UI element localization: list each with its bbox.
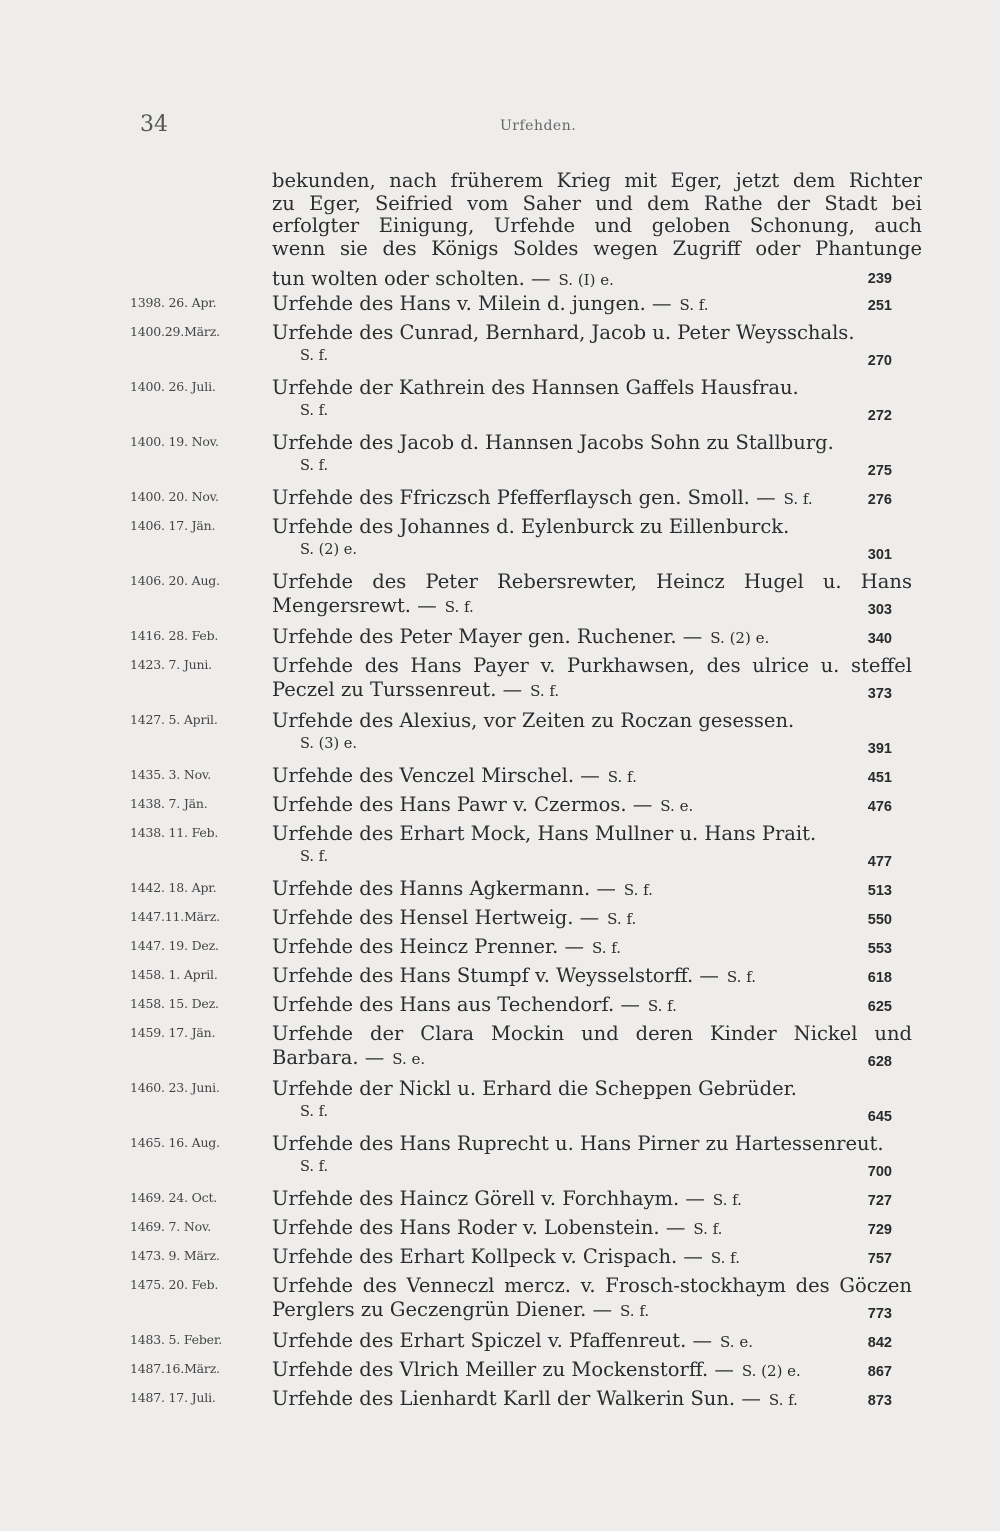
entry-signature: S. f. [783, 490, 813, 508]
entry-text-line [272, 376, 892, 400]
entry-signature: S. f. [300, 348, 329, 364]
entry-text: Urfehde des Lienhardt Karll der Walkerin Sun. — [272, 1387, 761, 1410]
entry-document-number: 757 [867, 1251, 892, 1267]
entry-text-line [272, 678, 892, 702]
entry-date: 1487.16.März. [130, 1361, 220, 1376]
urfehde-entry [0, 570, 1000, 625]
entry-text-line [272, 1046, 892, 1070]
urfehde-entry [0, 376, 1000, 431]
entry-body [272, 1358, 892, 1382]
entry-document-number: 276 [867, 492, 892, 508]
entry-signature: S. (2) e. [710, 629, 770, 647]
urfehde-entry [0, 1187, 1000, 1216]
entry-text: Urfehde der Clara Mockin und deren Kinder Nickel und [272, 1022, 912, 1045]
entry-document-number: 645 [867, 1109, 892, 1125]
entry-document-number: 628 [867, 1054, 892, 1070]
entry-date: 1447.11.März. [130, 909, 220, 924]
entry-date: 1398. 26. Apr. [130, 295, 217, 310]
entry-text-line [272, 1216, 892, 1240]
entry-signature: S. f. [623, 881, 653, 899]
entry-document-number: 301 [867, 547, 892, 563]
entry-signature: S. e. [720, 1333, 753, 1351]
entry-document-number: 251 [867, 298, 892, 314]
entry-body [272, 654, 912, 702]
entry-date: 1447. 19. Dez. [130, 938, 219, 953]
entry-signature: S. f. [726, 968, 756, 986]
urfehde-entry [0, 906, 1000, 935]
entry-signature: S. f. [530, 682, 560, 700]
entry-date: 1427. 5. April. [130, 712, 218, 727]
entry-text: Urfehde des Erhart Kollpeck v. Crispach. — [272, 1245, 703, 1268]
urfehde-entry [0, 1387, 1000, 1416]
entry-signature: S. f. [607, 768, 637, 786]
entry-text: Urfehde des Hans Payer v. Purkhawsen, des ulrice u. steffel [272, 654, 912, 677]
entry-date: 1438. 11. Feb. [130, 825, 219, 840]
entry-document-number: 451 [867, 770, 892, 786]
urfehde-entry [0, 822, 1000, 877]
entry-date: 1400. 26. Juli. [130, 379, 216, 394]
entry-text: Urfehde des Venczel Mirschel. — [272, 764, 600, 787]
entry-text-line [272, 570, 912, 594]
entry-date: 1400.29.März. [130, 324, 220, 339]
urfehde-entry [0, 964, 1000, 993]
intro-line: bekunden, nach früherem Krieg mit Eger, jetzt dem Richter [272, 169, 922, 192]
entry-text: Mengersrewt. — [272, 594, 437, 617]
entry-text-line [272, 292, 892, 316]
entry-body [272, 1387, 892, 1411]
entry-date: 1469. 24. Oct. [130, 1190, 218, 1205]
page-number: 34 [140, 112, 168, 137]
entry-text-line [272, 906, 892, 930]
entry-body [272, 964, 892, 988]
urfehde-entry [0, 1022, 1000, 1077]
entry-signature: S. f. [693, 1220, 723, 1238]
entry-body [272, 709, 892, 755]
urfehde-entry [0, 993, 1000, 1022]
entry-document-number: 729 [867, 1222, 892, 1238]
entry-signature: S. e. [660, 797, 694, 815]
entry-text-line [272, 1358, 892, 1382]
entry-signature: S. f. [300, 1104, 329, 1120]
entry-text: Peczel zu Turssenreut. — [272, 678, 523, 701]
entry-text: Urfehde des Heincz Prenner. — [272, 935, 584, 958]
entry-date: 1469. 7. Nov. [130, 1219, 212, 1234]
intro-paragraph [272, 170, 922, 260]
entry-date: 1400. 19. Nov. [130, 434, 219, 449]
intro-last-line [272, 267, 892, 291]
entry-body [272, 877, 892, 901]
entry-document-number: 700 [867, 1164, 892, 1180]
entry-signature: S. f. [591, 939, 622, 957]
entry-signature: S. f. [710, 1249, 740, 1267]
entry-text-line [272, 654, 912, 678]
urfehde-entry [0, 515, 1000, 570]
entry-body [272, 1329, 892, 1353]
entry-text: Urfehde des Hans Pawr v. Czermos. — [272, 793, 653, 816]
entry-text: Urfehde des Cunrad, Bernhard, Jacob u. Peter Weysschals. [272, 321, 855, 344]
urfehde-entry [0, 877, 1000, 906]
entry-text: Urfehde des Jacob d. Hannsen Jacobs Sohn zu Stallburg. [272, 431, 834, 454]
entry-document-number: 550 [867, 912, 892, 928]
entry-text-line [272, 1077, 892, 1101]
entry-text-line [272, 625, 892, 649]
entry-document-number: 272 [867, 408, 892, 424]
entry-text: Urfehde des Hans v. Milein d. jungen. — [272, 292, 672, 315]
entry-signature: S. f. [768, 1391, 798, 1409]
entry-body [272, 321, 892, 367]
entry-signature: S. e. [392, 1050, 426, 1068]
entry-date: 1460. 23. Juni. [130, 1080, 220, 1095]
entry-document-number: 625 [867, 999, 892, 1015]
entry-text: Urfehde des Hans Ruprecht u. Hans Pirner zu Hartessenreut. [272, 1132, 884, 1155]
urfehde-entry [0, 935, 1000, 964]
entry-signature: S. (2) e. [300, 542, 357, 558]
entry-date: 1435. 3. Nov. [130, 767, 212, 782]
entry-text-line [272, 486, 892, 510]
entry-document-number: 553 [867, 941, 892, 957]
entry-document-number: 477 [867, 854, 892, 870]
entry-date: 1459. 17. Jän. [130, 1025, 216, 1040]
urfehde-entry [0, 625, 1000, 654]
entry-signature: S. f. [620, 1302, 650, 1320]
entry-text-line [272, 1329, 892, 1353]
entry-signature: S. f. [679, 296, 709, 314]
entry-text: Urfehde des Venneczl mercz. v. Frosch-stockhaym des Göczen [272, 1274, 912, 1297]
urfehde-entry [0, 292, 1000, 321]
urfehde-entry [0, 1329, 1000, 1358]
entry-text-line [272, 964, 892, 988]
entry-date: 1458. 1. April. [130, 967, 218, 982]
page-header [0, 112, 1000, 142]
entry-document-number: 513 [867, 883, 892, 899]
entry-text: Urfehde des Hans Roder v. Lobenstein. — [272, 1216, 686, 1239]
entry-text-line [272, 1022, 912, 1046]
entry-body [272, 1077, 892, 1123]
entry-date: 1423. 7. Juni. [130, 657, 212, 672]
entry-body [272, 1216, 892, 1240]
entry-text-line [272, 709, 892, 733]
intro-line: erfolgter Einigung, Urfehde und geloben Schonung, auch [272, 214, 922, 237]
urfehde-entry [0, 486, 1000, 515]
urfehde-entry [0, 764, 1000, 793]
entry-document-number: 275 [867, 463, 892, 479]
entry-body [272, 822, 892, 868]
entry-text-line [272, 1298, 892, 1322]
entry-text-line [272, 321, 892, 345]
entry-signature: S. f. [444, 598, 474, 616]
entry-body [272, 625, 892, 649]
entry-text: Urfehde des Hanns Agkermann. — [272, 877, 616, 900]
entry-signature: S. f. [712, 1191, 742, 1209]
entry-document-number: 773 [867, 1306, 892, 1322]
entry-text: Barbara. — [272, 1046, 385, 1069]
intro-line: wenn sie des Königs Soldes wegen Zugriff oder Phantunge [272, 236, 922, 260]
urfehde-entry [0, 709, 1000, 764]
intro-signature: S. (I) e. [558, 271, 614, 289]
entry-body [272, 515, 892, 561]
entry-date: 1483. 5. Feber. [130, 1332, 223, 1347]
entry-date: 1406. 20. Aug. [130, 573, 220, 588]
entry-signature: S. f. [607, 910, 637, 928]
entry-text: Urfehde des Peter Mayer gen. Ruchener. — [272, 625, 703, 648]
entry-document-number: 373 [867, 686, 892, 702]
entry-text-line [272, 515, 892, 539]
entry-text-line [272, 431, 892, 455]
entry-date: 1487. 17. Juli. [130, 1390, 216, 1405]
entry-body [272, 570, 912, 618]
intro-document-number: 239 [867, 271, 892, 287]
urfehde-entry [0, 1245, 1000, 1274]
entry-signature: S. f. [300, 458, 329, 474]
entry-text-line [272, 764, 892, 788]
entry-text: Urfehde des Hensel Hertweig. — [272, 906, 600, 929]
entry-text-line [272, 1187, 892, 1211]
entry-text: Urfehde des Erhart Mock, Hans Mullner u. Hans Prait. [272, 822, 817, 845]
entry-text-line [272, 1274, 912, 1298]
entry-text-line [272, 1387, 892, 1411]
intro-last-text: tun wolten oder scholten. — [272, 267, 551, 290]
urfehde-entry [0, 1274, 1000, 1329]
entry-body [272, 935, 892, 959]
entry-signature: S. f. [300, 849, 329, 865]
entry-document-number: 270 [867, 353, 892, 369]
entry-text: Urfehde des Hans aus Techendorf. — [272, 993, 640, 1016]
urfehde-entry [0, 1358, 1000, 1387]
urfehde-entry [0, 654, 1000, 709]
entry-date: 1416. 28. Feb. [130, 628, 219, 643]
entry-body [272, 376, 892, 422]
entry-text-line [272, 793, 892, 817]
urfehde-entry [0, 1132, 1000, 1187]
entry-body [272, 764, 892, 788]
entry-body [272, 993, 892, 1017]
entry-text-line [272, 1245, 892, 1269]
entry-document-number: 303 [867, 602, 892, 618]
entry-signature: S. f. [300, 403, 329, 419]
entry-body [272, 431, 892, 477]
entry-text: Urfehde des Vlrich Meiller zu Mockenstorff. — [272, 1358, 734, 1381]
urfehde-entry [0, 1077, 1000, 1132]
entry-text-line [272, 822, 892, 846]
entry-text: Urfehde des Peter Rebersrewter, Heincz Hugel u. Hans [272, 570, 912, 593]
urfehde-entry [0, 1216, 1000, 1245]
entry-body [272, 793, 892, 817]
entries-list [0, 292, 1000, 1416]
entry-document-number: 727 [867, 1193, 892, 1209]
entry-document-number: 867 [867, 1364, 892, 1380]
urfehde-entry [0, 321, 1000, 376]
urfehde-entry [0, 431, 1000, 486]
entry-text: Urfehde des Hans Stumpf v. Weysselstorff. — [272, 964, 719, 987]
intro-line: zu Eger, Seifried vom Saher und dem Rathe der Stadt bei [272, 191, 922, 215]
entry-text: Urfehde des Haincz Görell v. Forchhaym. — [272, 1187, 705, 1210]
entry-date: 1458. 15. Dez. [130, 996, 219, 1011]
entry-date: 1465. 16. Aug. [130, 1135, 220, 1150]
entry-text: Perglers zu Geczengrün Diener. — [272, 1298, 613, 1321]
entry-text: Urfehde des Johannes d. Eylenburck zu Eillenburck. [272, 515, 790, 538]
entry-document-number: 618 [867, 970, 892, 986]
entry-body [272, 1132, 892, 1178]
entry-signature: S. (3) e. [300, 736, 357, 752]
entry-document-number: 340 [867, 631, 892, 647]
entry-body [272, 292, 892, 316]
entry-document-number: 476 [867, 799, 892, 815]
entry-document-number: 391 [867, 741, 892, 757]
entry-date: 1473. 9. März. [130, 1248, 220, 1263]
entry-text-line [272, 877, 892, 901]
entry-text: Urfehde des Alexius, vor Zeiten zu Roczan gesessen. [272, 709, 795, 732]
entry-text-line [272, 594, 892, 618]
entry-body [272, 1022, 912, 1070]
entry-text: Urfehde der Kathrein des Hannsen Gaffels Hausfrau. [272, 376, 799, 399]
entry-date: 1438. 7. Jän. [130, 796, 208, 811]
entry-date: 1406. 17. Jän. [130, 518, 216, 533]
entry-text-line [272, 993, 892, 1017]
entry-signature: S. f. [647, 997, 677, 1015]
entry-date: 1442. 18. Apr. [130, 880, 217, 895]
entry-text: Urfehde des Erhart Spiczel v. Pfaffenreut. — [272, 1329, 713, 1352]
entry-date: 1400. 20. Nov. [130, 489, 219, 504]
entry-text-line [272, 1132, 892, 1156]
entry-document-number: 873 [867, 1393, 892, 1409]
entry-body [272, 1245, 892, 1269]
entry-date: 1475. 20. Feb. [130, 1277, 219, 1292]
entry-document-number: 842 [867, 1335, 892, 1351]
entry-body [272, 1274, 912, 1322]
running-head: Urfehden. [500, 118, 577, 134]
entry-text: Urfehde des Ffriczsch Pfefferflaysch gen. Smoll. — [272, 486, 776, 509]
entry-text: Urfehde der Nickl u. Erhard die Scheppen Gebrüder. [272, 1077, 797, 1100]
entry-signature: S. f. [300, 1159, 329, 1175]
entry-body [272, 486, 892, 510]
entry-body [272, 1187, 892, 1211]
entry-text-line [272, 935, 892, 959]
urfehde-entry [0, 793, 1000, 822]
entry-signature: S. (2) e. [741, 1362, 801, 1380]
entry-body [272, 906, 892, 930]
